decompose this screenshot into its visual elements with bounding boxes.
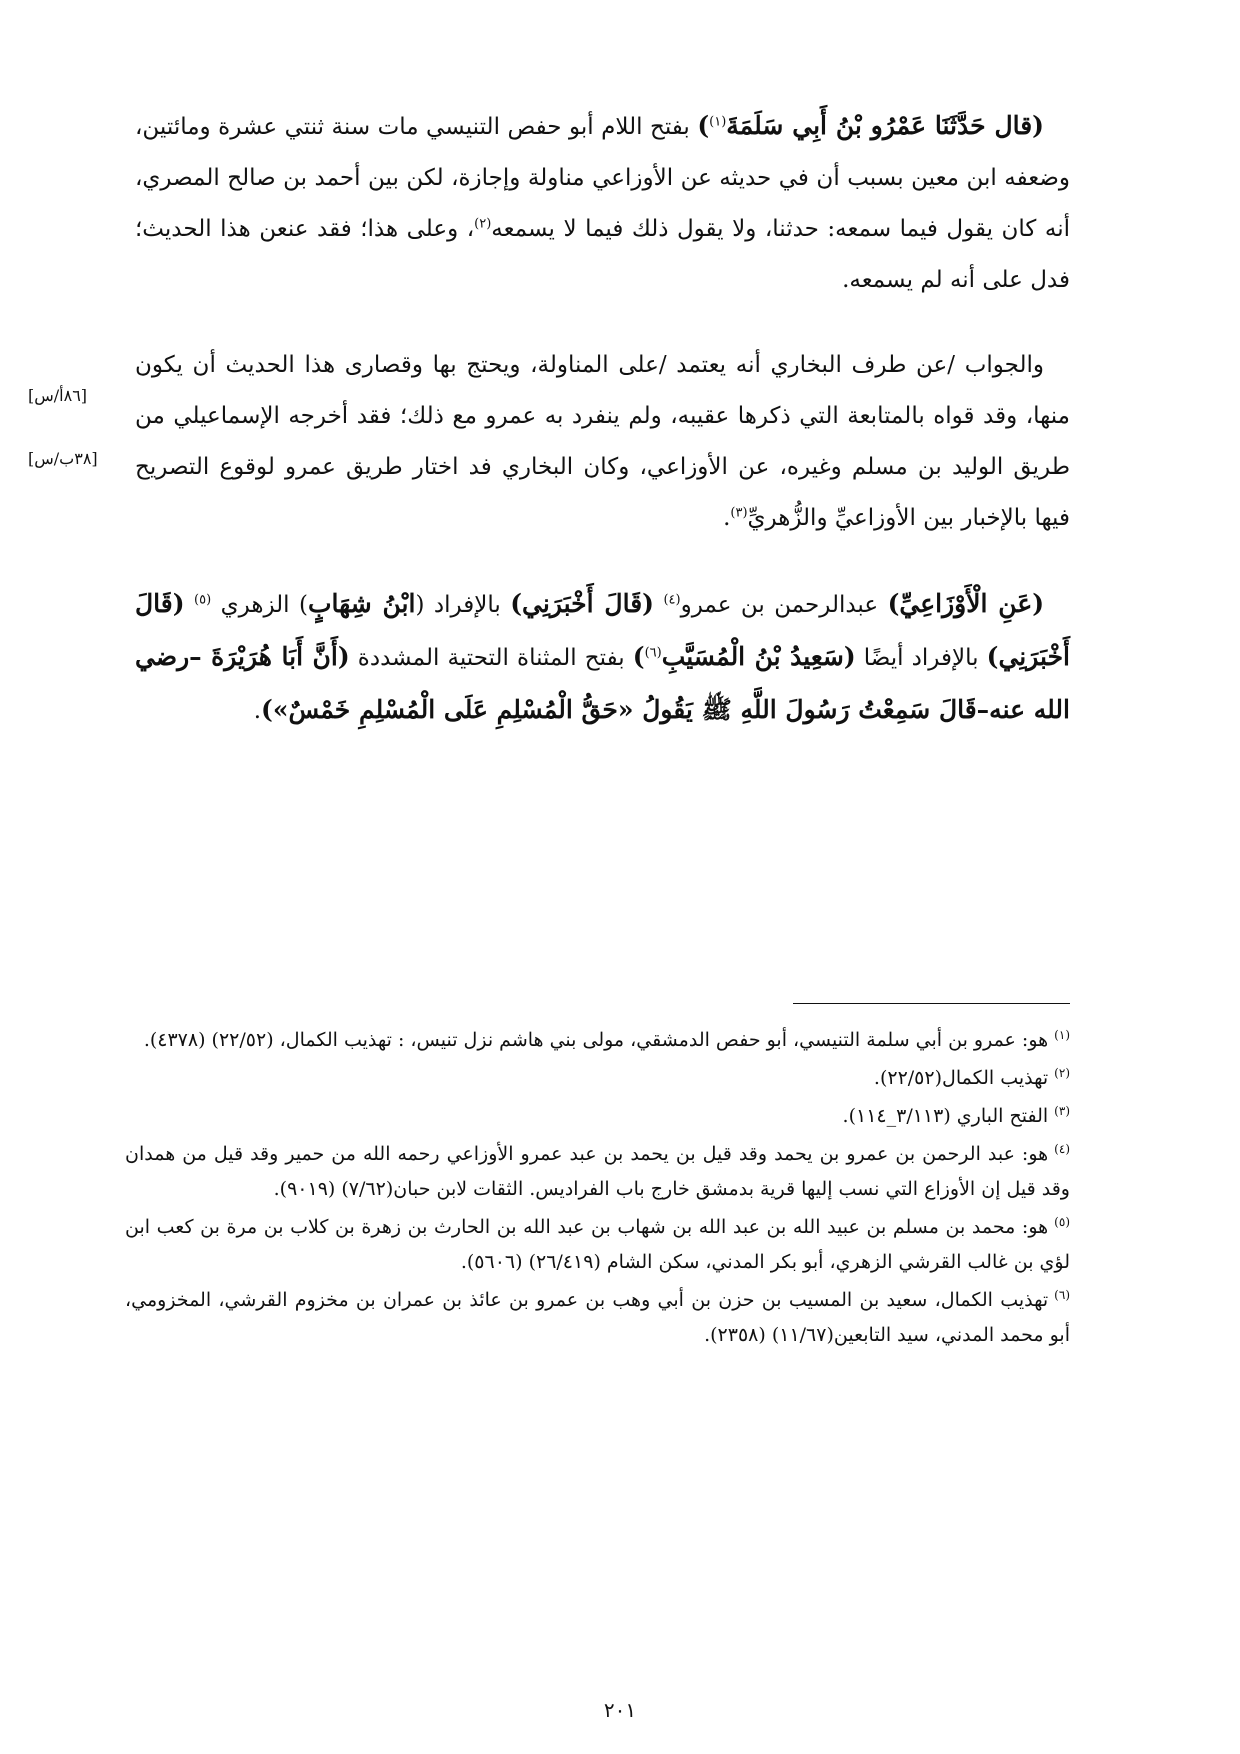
footnote-2: (٢)تهذيب الكمال(٢٢/٥٢). xyxy=(873,1065,1070,1089)
footnote-ref-2[interactable]: (٢) xyxy=(474,216,492,232)
footnote-ref-4[interactable]: (٤) xyxy=(663,592,681,608)
hadith-phrase-3-open: ( xyxy=(415,592,425,618)
hadith-phrase-1: (عَنِ الْأَوْزَاعِيِّ) xyxy=(887,589,1045,618)
hadith-phrase-3: ابْنُ شِهَابٍ xyxy=(308,589,416,618)
commentary-text: بفتح اللام أبو حفص التنيسي مات سنة ثنتي عشرة ومائتين، وضعفه ابن معين بسبب أن في حديثه عن الأوزاعي مناولة وإجازة، لكن بين أحمد بن صالح المصري، أنه كان يقول فيما سمعه: حدثنا، ولا يقول ذلك فيما لا يسمعه xyxy=(135,114,1070,242)
period: . xyxy=(253,698,262,724)
hadith-phrase-3-close: ) xyxy=(299,592,309,618)
explanation-5: بفتح المثناة التحتية المشددة xyxy=(357,645,625,671)
paragraph-3 xyxy=(135,578,1070,737)
footnote-text: تهذيب الكمال(٢٢/٥٢). xyxy=(873,1067,1049,1089)
footnote-text: هو: عمرو بن أبي سلمة التنيسي، أبو حفص الدمشقي، مولى بني هاشم نزل تنيس، : تهذيب الكمال، (٢٢/٥٢) (٤٣٧٨). xyxy=(143,1029,1049,1051)
footnote-text: هو: عبد الرحمن بن عمرو بن يحمد وقد قيل بن يحمد بن عبد عمرو الأوزاعي رحمه الله من حمير وقد قيل من همدان وقد قيل إن الأوزاع التي نسب إليها قرية بدمشق خارج باب الفراديس. الثقات لابن حبان(٧/٦٢) (٩٠١٩). xyxy=(125,1143,1070,1200)
hadith-phrase-4: (قَالَ أَخْبَرَنِي) xyxy=(135,589,1070,671)
footnote-ref-3[interactable]: (٣) xyxy=(730,505,748,521)
footnote-4: (٤)هو: عبد الرحمن بن عمرو بن يحمد وقد قيل بن يحمد بن عبد عمرو الأوزاعي رحمه الله من حمير وقد قيل من همدان وقد قيل إن الأوزاع التي نسب إليها قرية بدمشق خارج باب الفراديس. الثقات لابن حبان(٧/٦٢) (٩٠١٩). xyxy=(125,1141,1070,1200)
page-number: ٢٠١ xyxy=(603,1698,637,1722)
footnote-ref-5[interactable]: (٥) xyxy=(194,592,212,608)
footnote-text: هو: محمد بن مسلم بن عبيد الله بن عبد الله بن شهاب بن عبد الله بن الحارث بن زهرة بن كلاب بن مرة بن كعب ابن لؤي بن غالب القرشي الزهري، أبو بكر المدني، سكن الشام (٢٦/٤١٩) (٥٦٠٦). xyxy=(125,1216,1070,1273)
commentary-text-end: ، وعلى هذا؛ فقد عنعن هذا الحديث؛ فدل على أنه لم يسمعه. xyxy=(135,216,1070,293)
manuscript-margin-note: [٣٨ب/س] xyxy=(28,449,98,468)
explanation-1: عبدالرحمن بن عمرو xyxy=(680,592,879,618)
main-text xyxy=(135,100,1070,737)
footnote-1: (١)هو: عمرو بن أبي سلمة التنيسي، أبو حفص الدمشقي، مولى بني هاشم نزل تنيس، : تهذيب الكمال، (٢٢/٥٢) (٤٣٧٨). xyxy=(143,1027,1070,1051)
paragraph-1 xyxy=(135,100,1070,306)
paragraph-2 xyxy=(135,340,1070,544)
explanation-3: الزهري xyxy=(220,592,290,618)
quoted-isnad: (قال حَدَّثَنَا عَمْرُو بْنُ أَبِي سَلَمَةَ xyxy=(726,111,1045,140)
answer-text: والجواب /عن طرف البخاري أنه يعتمد /على المناولة، ويحتج بها وقصارى هذا الحديث أن يكون منها، وقد قواه بالمتابعة التي ذكرها عقيبه، ولم ينفرد به عمرو مع ذلك؛ فقد أخرجه الإسماعيلي من طريق الوليد بن مسلم وغيره، عن الأوزاعي، وكان البخاري فد اختار طريق عمرو لوقوع التصريح فيها بالإخبار بين الأوزاعيِّ والزُّهريِّ xyxy=(135,352,1070,531)
footnote-separator xyxy=(793,1003,1070,1004)
footnote-text: تهذيب الكمال، سعيد بن المسيب بن حزن بن أبي وهب بن عمرو بن عائذ بن عمران بن مخزوم القرشي، المخزومي، أبو محمد المدني، سيد التابعين(١١/٦٧) (٢٣٥٨). xyxy=(125,1289,1070,1346)
footnote-ref-6[interactable]: (٦) xyxy=(644,645,662,661)
footnote-3: (٣)الفتح الباري (٣/١١٣_١١٤). xyxy=(842,1103,1070,1127)
explanation-4: بالإفراد أيضًا xyxy=(863,645,979,671)
hadith-phrase-5-close: ) xyxy=(632,642,645,671)
quoted-isnad-close: ) xyxy=(697,111,710,140)
footnotes xyxy=(125,1023,1070,1356)
period: . xyxy=(723,505,731,531)
hadith-phrase-2: (قَالَ أَخْبَرَنِي) xyxy=(510,589,654,618)
hadith-phrase-5: (سَعِيدُ بْنُ الْمُسَيَّبِ xyxy=(661,642,856,671)
hadith-matn: (أَنَّ أَبَا هُرَيْرَةَ –رضي الله عنه–قَالَ سَمِعْتُ رَسُولَ اللَّهِ ﷺ يَقُولُ «حَقُّ الْمُسْلِمِ عَلَى الْمُسْلِمِ خَمْسٌ») xyxy=(135,642,1070,724)
footnote-text: الفتح الباري (٣/١١٣_١١٤). xyxy=(842,1105,1049,1127)
footnote-5: (٥)هو: محمد بن مسلم بن عبيد الله بن عبد الله بن شهاب بن عبد الله بن الحارث بن زهرة بن كلاب بن مرة بن كعب ابن لؤي بن غالب القرشي الزهري، أبو بكر المدني، سكن الشام (٢٦/٤١٩) (٥٦٠٦). xyxy=(125,1214,1070,1273)
explanation-2: بالإفراد xyxy=(433,592,501,618)
footnote-6: (٦)تهذيب الكمال، سعيد بن المسيب بن حزن بن أبي وهب بن عمرو بن عائذ بن عمران بن مخزوم القرشي، المخزومي، أبو محمد المدني، سيد التابعين(١١/٦٧) (٢٣٥٨). xyxy=(125,1287,1070,1346)
manuscript-margin-note: [٨٦أ/س] xyxy=(28,386,88,405)
footnote-ref-1[interactable]: (١) xyxy=(709,114,727,130)
